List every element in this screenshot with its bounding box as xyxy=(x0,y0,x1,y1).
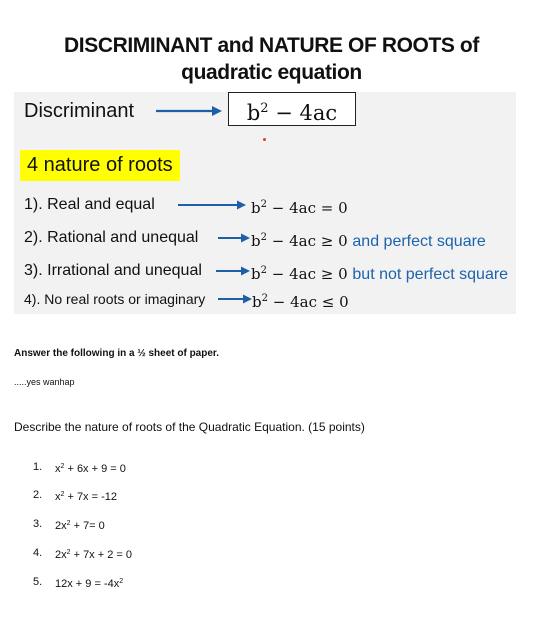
nature-note-2: and perfect square xyxy=(352,233,486,250)
page-title xyxy=(0,32,543,86)
nature-condition-4: $b^2 - 4ac \le 0$ xyxy=(252,293,349,311)
question-equation: $x^2 + 6x + 9 = 0$ xyxy=(55,463,126,475)
question-number: 2. xyxy=(33,489,43,501)
arrow-icon-1 xyxy=(178,199,246,211)
question-number: 5. xyxy=(33,576,43,588)
nature-label-3: 3). Irrational and unequal xyxy=(24,262,202,279)
question-equation: $2x^2 + 7x + 2 = 0$ xyxy=(55,549,132,561)
nature-heading: 4 nature of roots xyxy=(20,150,180,181)
nature-condition-2: $b^2 - 4ac \ge 0$ and perfect square xyxy=(251,232,486,250)
question-prompt: Describe the nature of roots of the Quadratic Equation. (15 points) xyxy=(14,420,365,434)
question-number: 3. xyxy=(33,518,43,530)
arrow-icon-2 xyxy=(218,232,250,244)
question-equation: $x^2 + 7x = -12$ xyxy=(55,491,117,503)
arrow-icon-3 xyxy=(216,265,250,277)
instruction-text: Answer the following in a ½ sheet of paper. xyxy=(14,348,220,359)
title-line-1: DISCRIMINANT and NATURE OF ROOTS of xyxy=(64,34,479,57)
formula-rest: − 4ac xyxy=(268,101,338,125)
note-text: .....yes wanhap xyxy=(14,377,75,387)
red-dot-mark xyxy=(263,138,266,141)
formula-base: b xyxy=(246,101,261,125)
nature-label-1: 1). Real and equal xyxy=(24,196,155,213)
question-number: 4. xyxy=(33,547,43,559)
discriminant-arrow-icon xyxy=(156,105,222,117)
formula-exponent: 2 xyxy=(260,101,269,116)
question-number: 1. xyxy=(33,461,43,473)
nature-condition-1: $b^2 - 4ac = 0$ xyxy=(251,199,348,217)
nature-condition-3: $b^2 - 4ac \ge 0$ but not perfect square xyxy=(251,265,509,283)
question-equation: $12x + 9 = -4x^2$ xyxy=(55,578,124,590)
title-line-2: quadratic equation xyxy=(181,61,362,84)
nature-label-4: 4). No real roots or imaginary xyxy=(24,291,206,307)
arrow-icon-4 xyxy=(218,293,252,305)
nature-note-3: but not perfect square xyxy=(352,266,509,283)
discriminant-formula-box xyxy=(228,92,356,126)
nature-label-2: 2). Rational and unequal xyxy=(24,229,199,246)
discriminant-label: Discriminant xyxy=(24,100,135,122)
question-equation: $2x^2 + 7= 0$ xyxy=(55,520,105,532)
